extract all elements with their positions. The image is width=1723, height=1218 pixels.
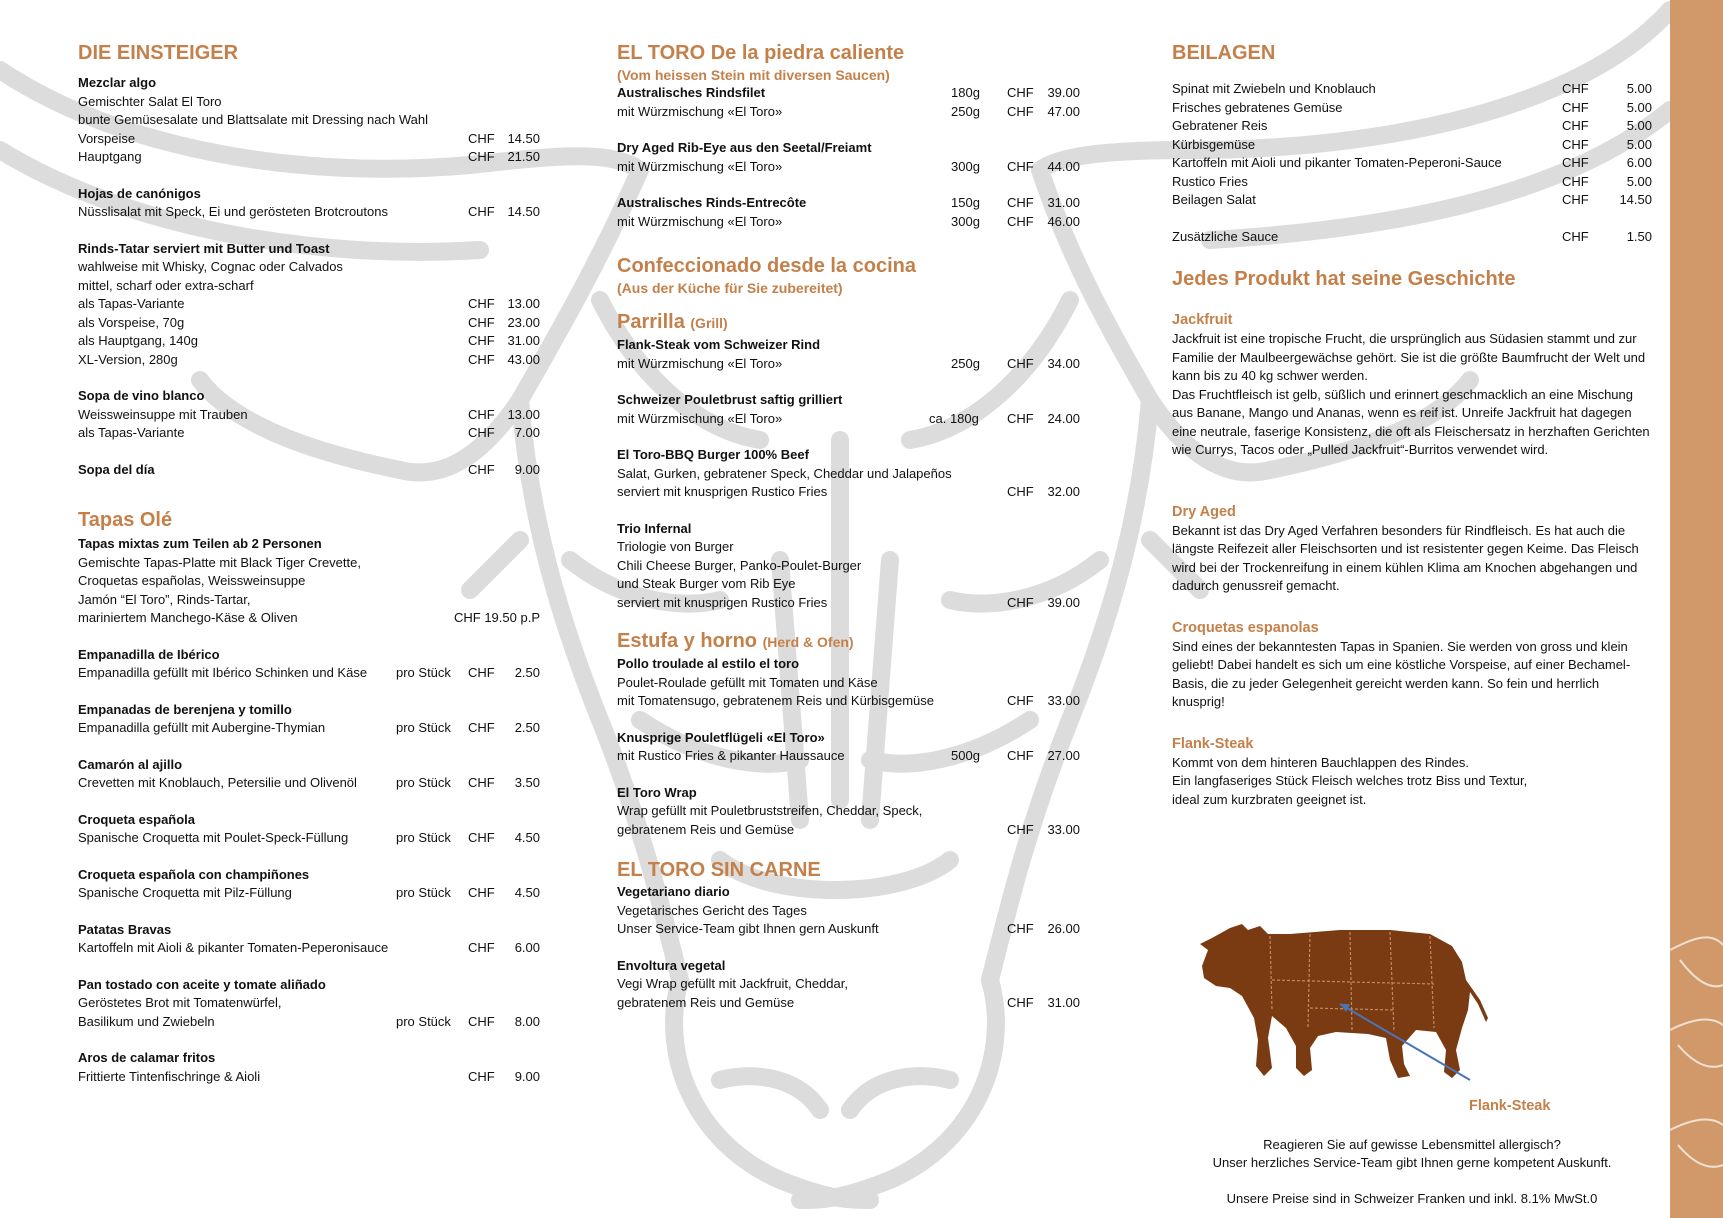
bull-silhouette-icon bbox=[1670, 0, 1723, 1218]
dish-mezclar: Mezclar algo Gemischter Salat El Toro bunte Gemüsesalate und Blattsalate mit Dressing nach Wahl Vorspeise CHF 14.50 Hauptgang CHF 21.50 bbox=[78, 74, 540, 167]
price-row: gebratenem Reis und Gemüse CHF 31.00 bbox=[617, 994, 1080, 1010]
dish-croqueta-champinones: Croqueta española con champiñones Spanische Croquetta mit Pilz-Füllung pro Stück CHF 4.50 bbox=[78, 866, 540, 903]
price-row: gebratenem Reis und Gemüse CHF 33.00 bbox=[617, 821, 1080, 837]
dish-empanadas-berenjena: Empanadas de berenjena y tomillo Empanadilla gefüllt mit Aubergine-Thymian pro Stück CHF 2.50 bbox=[78, 701, 540, 738]
price-notice: Unsere Preise sind in Schweizer Franken und inkl. 8.1% MwSt.0 bbox=[1226, 1191, 1598, 1206]
price-row: Nüsslisalat mit Speck, Ei und gerösteten Brotcroutons CHF 14.50 bbox=[78, 204, 540, 219]
price-row: mit Würzmischung «El Toro» 300g CHF 44.00 bbox=[617, 158, 1080, 174]
price-row: mit Tomatensugo, gebratenem Reis und Kürbisgemüse CHF 33.00 bbox=[617, 693, 1080, 708]
price-row: als Vorspeise, 70g CHF 23.00 bbox=[78, 314, 540, 330]
price-row: Sopa del día CHF 9.00 bbox=[78, 461, 540, 477]
price-row: als Tapas-Variante CHF 13.00 bbox=[78, 296, 540, 311]
story-dry-aged: Dry Aged Bekannt ist das Dry Aged Verfahren besonders für Rindfleisch. Es hat auch die längste Reifezeit aller Fleischsorten und ist resistenter gegen Keime. Das Fleisch wird bei der Trockenreifung in einem kühlen Klima am Knochen abgehangen und dadurch genussreif gemacht. bbox=[1172, 503, 1639, 593]
price-row: Spanische Croquetta mit Pilz-Füllung pro Stück CHF 4.50 bbox=[78, 885, 540, 900]
cow-cuts-illustration-icon bbox=[1190, 900, 1500, 1100]
dish-pouletbrust: Schweizer Pouletbrust saftig grilliert mit Würzmischung «El Toro» ca. 180g CHF 24.00 bbox=[617, 391, 1080, 428]
price-row: mit Würzmischung «El Toro» 250g CHF 34.00 bbox=[617, 355, 1080, 371]
dish-envoltura: Envoltura vegetal Vegi Wrap gefüllt mit Jackfruit, Cheddar, gebratenem Reis und Gemüse CHF 31.00 bbox=[617, 957, 1080, 1013]
section-subtitle-cocina: (Aus der Küche für Sie zubereitet) bbox=[617, 280, 843, 296]
section-title-einsteiger: DIE EINSTEIGER bbox=[78, 42, 239, 64]
service-notice: Unser herzliches Service-Team gibt Ihnen gerne kompetent Auskunft. bbox=[1212, 1155, 1612, 1170]
story-jackfruit: Jackfruit Jackfruit ist eine tropische Frucht, die ursprünglich aus Südasien stammt und zur Familie der Maulbeergewächse gehört. Sie ist die größte Baumfrucht der Welt und kann bis zu 40 kg schwer werden. Das Fruchtfleisch ist gelb, süßlich und erinnert geschmacklich an eine Mischung aus Banane, Mango und Ananas, wenn es reif ist. Unreife Jackfruit hat dagegen eine neutrale, faserige Konsistenz, die oft als Fleischersatz in herzhaften Gerichten wie Currys, Tacos oder „Pulled Jackfruit“-Burritos verwendet wird. bbox=[1172, 312, 1650, 457]
dish-ribeye: Dry Aged Rib-Eye aus den Seetal/Freiamt mit Würzmischung «El Toro» 300g CHF 44.00 bbox=[617, 139, 1080, 176]
section-title-cocina: Confeccionado desde la cocina bbox=[617, 255, 916, 277]
price-row: mit Würzmischung «El Toro» ca. 180g CHF 24.00 bbox=[617, 410, 1080, 426]
price-row: mit Rustico Fries & pikanter Haussauce 500g CHF 27.00 bbox=[617, 748, 1080, 763]
dish-pollo: Pollo troulade al estilo el toro Poulet-Roulade gefüllt mit Tomaten und Käse mit Tomatensugo, gebratenem Reis und Kürbisgemüse CHF 33.00 bbox=[617, 655, 1080, 711]
price-row: Basilikum und Zwiebeln pro Stück CHF 8.00 bbox=[78, 1013, 540, 1029]
dish-el-toro-wrap: El Toro Wrap Wrap gefüllt mit Pouletbruststreifen, Cheddar, Speck, gebratenem Reis und Gemüse CHF 33.00 bbox=[617, 784, 1080, 840]
dish-tatar: Rinds-Tatar serviert mit Butter und Toast wahlweise mit Whisky, Cognac oder Calvados mittel, scharf oder extra-scharf als Tapas-Variante CHF 13.00 als Vorspeise, 70g CHF 23.00 als Hauptgang, 140g CHF 31.00 XL-Version, 280g CHF 43.00 bbox=[78, 240, 540, 370]
section-title-piedra: EL TORO De la piedra caliente bbox=[617, 42, 905, 64]
list-item: Spinat mit Zwiebeln und Knoblauch CHF 5.00 bbox=[1172, 81, 1652, 96]
dish-entrecote bbox=[617, 194, 1080, 231]
dish-sopa-vino: Sopa de vino blanco Weissweinsuppe mit Trauben CHF 13.00 als Tapas-Variante CHF 7.00 bbox=[78, 387, 540, 443]
section-title-parrilla: Parrilla (Grill) bbox=[617, 311, 728, 333]
dish-pan-tostado: Pan tostado con aceite y tomate aliñado Geröstetes Brot mit Tomatenwürfel, Basilikum und Zwiebeln pro Stück CHF 8.00 bbox=[78, 976, 540, 1032]
list-item: Frisches gebratenes Gemüse CHF 5.00 bbox=[1172, 99, 1652, 115]
dish-croqueta: Croqueta española Spanische Croquetta mit Poulet-Speck-Füllung pro Stück CHF 4.50 bbox=[78, 811, 540, 848]
dish-hojas: Hojas de canónigos Nüsslisalat mit Speck, Ei und gerösteten Brotcroutons CHF 14.50 bbox=[78, 185, 540, 222]
extra-sauce-row: Zusätzliche Sauce CHF 1.50 bbox=[1172, 228, 1652, 244]
dish-tapas-mixtas: Tapas mixtas zum Teilen ab 2 Personen Gemischte Tapas-Platte mit Black Tiger Crevette, Croquetas españolas, Weissweinsuppe Jamón “El Toro”, Rinds-Tartar, mariniertem Manchego-Käse & Oliven CHF 19.50 p.P bbox=[78, 535, 540, 628]
list-item: Rustico Fries CHF 5.00 bbox=[1172, 173, 1652, 189]
price-row: Crevetten mit Knoblauch, Petersilie und Olivenöl pro Stück CHF 3.50 bbox=[78, 775, 540, 790]
dish-flank-steak: Flank-Steak vom Schweizer Rind mit Würzmischung «El Toro» 250g CHF 34.00 bbox=[617, 336, 1080, 373]
section-title-tapas: Tapas Olé bbox=[78, 509, 173, 531]
section-title-geschichte: Jedes Produkt hat seine Geschichte bbox=[1172, 268, 1516, 290]
menu-column-starters bbox=[78, 40, 540, 1086]
section-subtitle-piedra: (Vom heissen Stein mit diversen Saucen) bbox=[617, 67, 890, 83]
list-item: Kürbisgemüse CHF 5.00 bbox=[1172, 136, 1652, 152]
price-row: serviert mit knusprigen Rustico Fries CHF 39.00 bbox=[617, 594, 1080, 610]
dish-aros: Aros de calamar fritos Frittierte Tintenfischringe & Aioli CHF 9.00 bbox=[78, 1049, 540, 1086]
price-row: Vorspeise CHF 14.50 bbox=[78, 130, 540, 146]
list-item: Gebratener Reis CHF 5.00 bbox=[1172, 118, 1652, 133]
price-row: serviert mit knusprigen Rustico Fries CHF 32.00 bbox=[617, 484, 1080, 499]
price-row: Kartoffeln mit Aioli & pikanter Tomaten-Peperonisauce CHF 6.00 bbox=[78, 940, 540, 955]
dish-camaron: Camarón al ajillo Crevetten mit Knoblauch, Petersilie und Olivenöl pro Stück CHF 3.50 bbox=[78, 756, 540, 793]
dish-bbq-burger: El Toro-BBQ Burger 100% Beef Salat, Gurken, gebratener Speck, Cheddar und Jalapeños serviert mit knusprigen Rustico Fries CHF 32.00 bbox=[617, 446, 1080, 502]
story-croquetas: Croquetas espanolas Sind eines der bekanntesten Tapas in Spanien. Sie werden von gross und klein geliebt! Dabei handelt es sich um eine köstliche Vorspeise, auf einer Bechamel-Basis, die zu jeder Gelegenheit gereicht werden kann. So fein und herrlich knusprig! bbox=[1172, 619, 1631, 709]
dish-trio-infernal: Trio Infernal Triologie von Burger Chili Cheese Burger, Panko-Poulet-Burger und Steak Burger vom Rib Eye serviert mit knusprigen Rustico Fries CHF 39.00 bbox=[617, 520, 1080, 613]
dish-empanadilla-iberico: Empanadilla de Ibérico Empanadilla gefüllt mit Ibérico Schinken und Käse pro Stück CHF 2.50 bbox=[78, 646, 540, 683]
price-row: mit Würzmischung «El Toro» 250g CHF 47.00 bbox=[617, 103, 1080, 119]
price-row: Frittierte Tintenfischringe & Aioli CHF 9.00 bbox=[78, 1068, 540, 1084]
price-row: XL-Version, 280g CHF 43.00 bbox=[78, 351, 540, 367]
price-row: Australisches Rindsfilet 180g CHF 39.00 bbox=[617, 85, 1080, 100]
section-title-sin-carne: EL TORO SIN CARNE bbox=[617, 859, 821, 881]
price-row: als Hauptgang, 140g CHF 31.00 bbox=[78, 333, 540, 348]
price-row: Unser Service-Team gibt Ihnen gern Auskunft CHF 26.00 bbox=[617, 921, 1080, 936]
list-item: Beilagen Salat CHF 14.50 bbox=[1172, 192, 1652, 207]
price-row: Empanadilla gefüllt mit Aubergine-Thymian pro Stück CHF 2.50 bbox=[78, 720, 540, 735]
section-title-estufa: Estufa y horno (Herd & Ofen) bbox=[617, 630, 854, 652]
dish-sopa-dia bbox=[78, 461, 540, 480]
list-item: Kartoffeln mit Aioli und pikanter Tomaten-Peperoni-Sauce CHF 6.00 bbox=[1172, 155, 1652, 170]
price-row: mariniertem Manchego-Käse & Oliven CHF 19.50 p.P bbox=[78, 610, 540, 625]
price-row: Weissweinsuppe mit Trauben CHF 13.00 bbox=[78, 406, 540, 422]
price-row: als Tapas-Variante CHF 7.00 bbox=[78, 425, 540, 440]
dish-rindsfilet bbox=[617, 84, 1080, 121]
decorative-side-strip bbox=[1670, 0, 1723, 1218]
dish-vegetariano: Vegetariano diario Vegetarisches Gericht des Tages Unser Service-Team gibt Ihnen gern Auskunft CHF 26.00 bbox=[617, 883, 1080, 939]
price-row: Hauptgang CHF 21.50 bbox=[78, 149, 540, 164]
price-row: Empanadilla gefüllt mit Ibérico Schinken und Käse pro Stück CHF 2.50 bbox=[78, 665, 540, 680]
dish-patatas: Patatas Bravas Kartoffeln mit Aioli & pikanter Tomaten-Peperonisauce CHF 6.00 bbox=[78, 921, 540, 958]
cow-label: Flank-Steak bbox=[1469, 1098, 1551, 1114]
price-row: Spanische Croquetta mit Poulet-Speck-Füllung pro Stück CHF 4.50 bbox=[78, 830, 540, 845]
beilagen-list bbox=[1172, 80, 1652, 210]
menu-column-sides bbox=[1172, 40, 1652, 809]
dish-name: Mezclar algo bbox=[78, 75, 157, 90]
menu-column-mains bbox=[617, 40, 1080, 1012]
price-row: mit Würzmischung «El Toro» 300g CHF 46.00 bbox=[617, 213, 1080, 229]
dish-pouletfluegeli: Knusprige Pouletflügeli «El Toro» mit Rustico Fries & pikanter Haussauce 500g CHF 27.00 bbox=[617, 729, 1080, 766]
allergy-notice: Reagieren Sie auf gewisse Lebensmittel allergisch? bbox=[1263, 1137, 1561, 1152]
section-title-beilagen: BEILAGEN bbox=[1172, 42, 1276, 64]
price-row: Australisches Rinds-Entrecôte 150g CHF 31.00 bbox=[617, 195, 1080, 210]
story-flank-steak: Flank-Steak Kommt von dem hinteren Bauchlappen des Rindes. Ein langfaseriges Stück Fleisch welches trotz Biss und Textur, ideal zum kurzbraten geeignet ist. bbox=[1172, 735, 1528, 807]
